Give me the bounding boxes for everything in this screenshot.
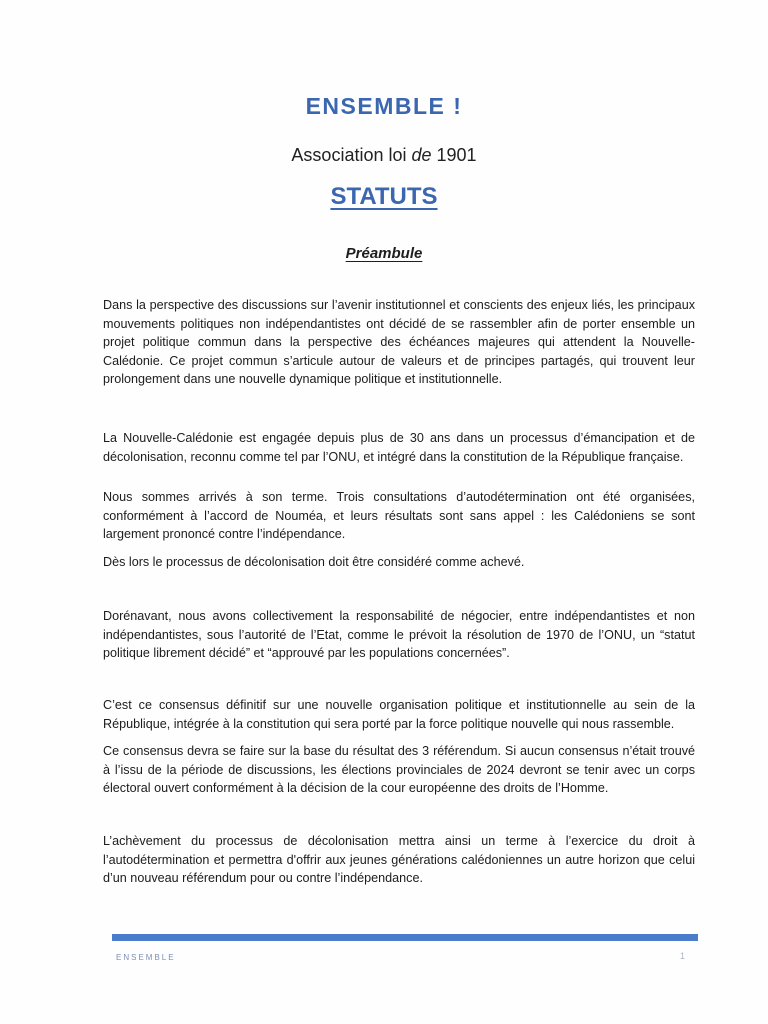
paragraph-1: Dans la perspective des discussions sur l’avenir institutionnel et conscients des enjeux liés, les principaux mouvements politiques non indépendantistes ont décidé de se rassembler afin de porter ensemble un projet politique commun dans la perspective des échéances majeures qui attendent la Nouvelle-Calédonie. Ce projet commun s’articule autour de valeurs et de principes partagés, qui trouvent leur prolongement dans une nouvelle dynamique politique et institutionnelle. bbox=[103, 298, 695, 386]
footer-brand: ENSEMBLE bbox=[116, 953, 176, 962]
statuts-heading: STATUTS bbox=[330, 183, 438, 210]
footer-rule bbox=[112, 934, 698, 941]
paragraph-8: L’achèvement du processus de décolonisation mettra ainsi un terme à l’exercice du droit à l’autodétermination et permettra d'offrir aux jeunes générations calédoniennes un autre horizon que celui d’un nouveau référendum pour ou contre l’indépendance. bbox=[103, 834, 695, 885]
document-title: ENSEMBLE ! bbox=[305, 93, 463, 119]
paragraph-5: Dorénavant, nous avons collectivement la responsabilité de négocier, entre indépendantistes et non indépendantistes, sous l’autorité de l’Etat, comme le prévoit la résolution de 1970 de l’ONU, un “statut politique librement décidé” et “approuvé par les populations concernées”. bbox=[103, 609, 695, 660]
subtitle-suffix: 1901 bbox=[431, 145, 477, 165]
section-heading-preambule: Préambule bbox=[345, 245, 423, 262]
paragraph-4: Dès lors le processus de décolonisation doit être considéré comme achevé. bbox=[103, 555, 525, 569]
paragraph-7: Ce consensus devra se faire sur la base du résultat des 3 référendum. Si aucun consensus n’était trouvé à l’issu de la période de discussions, les élections provinciales de 2024 devront se tenir avec un corps électoral ouvert conformément à la décision de la cour européenne des droits de l’Homme. bbox=[103, 744, 695, 795]
document-subtitle bbox=[0, 145, 768, 166]
subtitle-prefix: Association loi bbox=[291, 145, 412, 165]
page-number: 1 bbox=[680, 951, 686, 961]
paragraph-3: Nous sommes arrivés à son terme. Trois consultations d’autodétermination ont été organisées, conformément à l’accord de Nouméa, et leurs résultats sont sans appel : les Calédoniens se sont largement prononcé contre l’indépendance. bbox=[103, 490, 695, 541]
paragraph-2: La Nouvelle-Calédonie est engagée depuis plus de 30 ans dans un processus d’émancipation et de décolonisation, reconnu comme tel par l’ONU, et intégré dans la constitution de la République française. bbox=[103, 431, 695, 464]
subtitle-italic: de bbox=[411, 145, 432, 165]
paragraph-6: C’est ce consensus définitif sur une nouvelle organisation politique et institutionnelle au sein de la République, intégrée à la constitution qui sera porté par la force politique nouvelle qui nous rassemble. bbox=[103, 698, 695, 731]
